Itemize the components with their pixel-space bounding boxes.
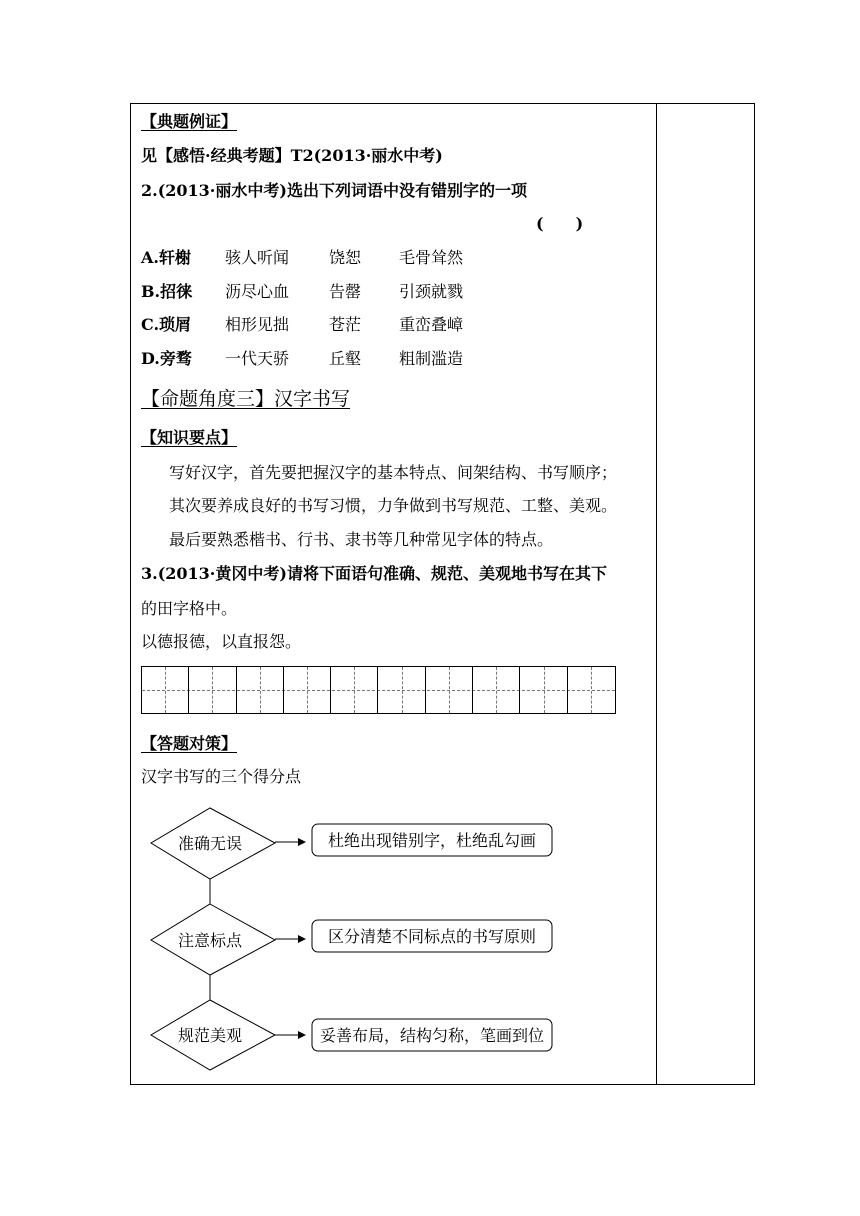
grid-cell[interactable] (473, 667, 520, 713)
node-description: 区分清楚不同标点的书写原则 (327, 927, 537, 946)
grid-cell[interactable] (284, 667, 331, 713)
node-description: 杜绝出现错别字，杜绝乱勾画 (327, 831, 537, 850)
knowledge-heading: 【知识要点】 (141, 428, 238, 447)
grid-cell-midline (260, 667, 261, 713)
option-word: 毛骨耸然 (399, 248, 464, 267)
knowledge-line-2: 其次要养成良好的书写习惯，力争做到书写规范、工整、美观。 (169, 496, 618, 515)
grid-cell-midline (165, 667, 166, 713)
grid-cell[interactable] (189, 667, 236, 713)
knowledge-line-3: 最后要熟悉楷书、行书、隶书等几种常见字体的特点。 (169, 530, 554, 549)
grid-cell-midline (307, 667, 308, 713)
option-label: D.旁骛 (141, 349, 192, 368)
option-word: 沥尽心血 (225, 282, 290, 301)
strategy-heading: 【答题对策】 (141, 734, 238, 753)
node-label: 注意标点 (177, 931, 243, 950)
option-word: 重峦叠嶂 (399, 315, 464, 334)
question-3-sentence: 以德报德，以直报怨。 (141, 632, 302, 651)
answer-blank: ( ) (536, 214, 584, 233)
grid-cell-midline (402, 667, 403, 713)
writing-grid[interactable] (141, 666, 616, 714)
option-word: 告罄 (329, 282, 362, 301)
grid-cell[interactable] (237, 667, 284, 713)
option-label: C.琐屑 (141, 315, 192, 334)
option-label: B.招徕 (141, 282, 193, 301)
grid-cell-midline (354, 667, 355, 713)
table-column-divider (656, 103, 657, 1085)
option-word: 丘壑 (329, 349, 362, 368)
knowledge-line-1: 写好汉字，首先要把握汉字的基本特点、间架结构、书写顺序； (169, 463, 618, 482)
grid-cell-midline (449, 667, 450, 713)
grid-cell-midline (591, 667, 592, 713)
option-word: 粗制滥造 (399, 349, 464, 368)
option-word: 一代天骄 (225, 349, 290, 368)
option-word: 引颈就戮 (399, 282, 464, 301)
option-label: A.轩榭 (141, 248, 191, 267)
grid-cell[interactable] (426, 667, 473, 713)
option-word: 饶恕 (329, 248, 362, 267)
option-word: 相形见拙 (225, 315, 290, 334)
grid-cell-midline (544, 667, 545, 713)
example-heading: 【典题例证】 (141, 112, 238, 131)
example-reference: 见【感悟·经典考题】T2(2013·丽水中考) (141, 146, 443, 165)
strategy-intro: 汉字书写的三个得分点 (141, 767, 302, 786)
question-3-line-1: 3.(2013·黄冈中考)请将下面语句准确、规范、美观地书写在其下 (141, 564, 607, 583)
node-description: 妥善布局，结构匀称，笔画到位 (319, 1026, 545, 1045)
question-2: 2.(2013·丽水中考)选出下列词语中没有错别字的一项 (141, 181, 527, 200)
section-heading: 【命题角度三】汉字书写 (141, 388, 351, 410)
grid-cell[interactable] (331, 667, 378, 713)
node-label: 准确无误 (177, 834, 243, 853)
option-word: 骇人听闻 (225, 248, 290, 267)
grid-cell[interactable] (142, 667, 189, 713)
grid-cell-midline (496, 667, 497, 713)
grid-cell[interactable] (379, 667, 426, 713)
question-3-line-2: 的田字格中。 (141, 599, 238, 618)
node-label: 规范美观 (177, 1026, 243, 1045)
grid-cell[interactable] (520, 667, 567, 713)
grid-cell-midline (212, 667, 213, 713)
scoring-flowchart (145, 800, 565, 1075)
grid-cell[interactable] (568, 667, 615, 713)
option-word: 苍茫 (329, 315, 362, 334)
